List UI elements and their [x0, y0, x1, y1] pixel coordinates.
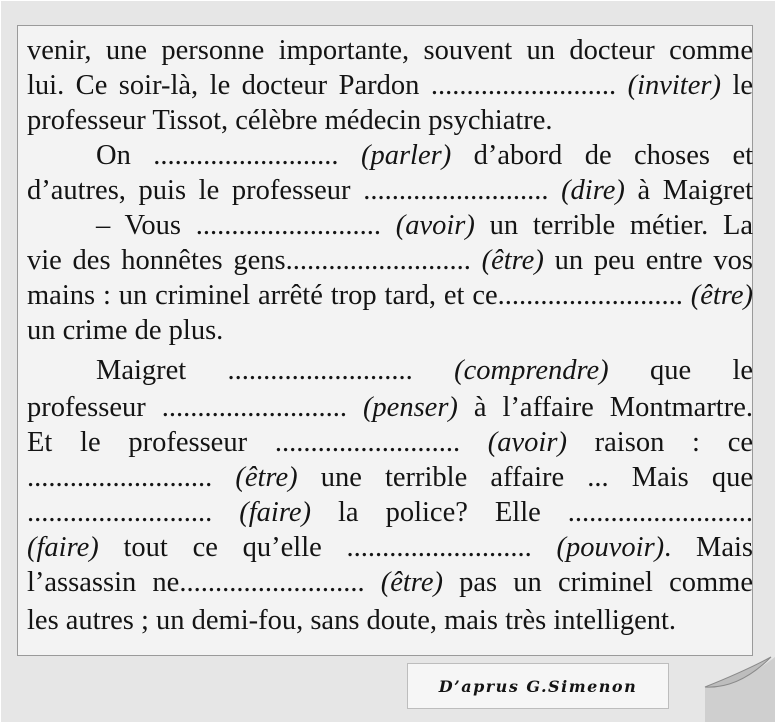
verb-hint: (être): [690, 280, 753, 311]
text-fragment: d’abord de choses et: [473, 140, 754, 171]
verb-hint: (comprendre): [454, 355, 609, 386]
verb-hint: (avoir): [395, 210, 475, 241]
text-fragment: un peu entre vos: [554, 245, 754, 276]
answer-blank[interactable]: ..........................: [567, 497, 754, 528]
source-label: D’aprus G.Simenon: [438, 676, 638, 696]
text-fragment: . Mais: [664, 532, 754, 563]
text-fragment: raison : ce: [594, 427, 754, 458]
answer-blank[interactable]: ..........................: [161, 392, 347, 423]
verb-hint: (faire): [239, 497, 312, 528]
answer-blank[interactable]: ..........................: [430, 70, 617, 101]
answer-blank[interactable]: ..........................: [274, 427, 461, 458]
verb-hint: (pouvoir): [556, 532, 665, 563]
answer-blank[interactable]: ..........................: [179, 567, 365, 598]
verb-hint: (penser): [362, 392, 458, 423]
text-fragment: Et le professeur: [27, 427, 248, 458]
answer-blank[interactable]: ..........................: [153, 140, 339, 171]
verb-hint: (être): [380, 567, 443, 598]
text-fragment: que le: [650, 355, 754, 386]
answer-blank[interactable]: ..........................: [363, 175, 549, 206]
text-fragment: d’autres, puis le professeur: [27, 175, 351, 206]
text-fragment: venir, une personne importante, souvent un docteur comme: [27, 35, 753, 66]
answer-blank[interactable]: ..........................: [195, 210, 381, 241]
text-fragment: professeur Tissot, célèbre médecin psychiatre.: [27, 105, 553, 136]
text-fragment: – Vous: [96, 210, 181, 241]
verb-hint: (faire): [27, 532, 99, 563]
text-fragment: pas un criminel comme: [459, 567, 753, 598]
text-fragment: un terrible métier. La: [489, 210, 754, 241]
answer-blank[interactable]: ..........................: [346, 532, 532, 563]
answer-blank[interactable]: ..........................: [497, 280, 683, 311]
verb-hint: (être): [235, 462, 298, 493]
text-fragment: l’assassin ne: [27, 567, 180, 598]
text-fragment: les autres ; un demi-fou, sans doute, mais très intelligent.: [27, 605, 677, 636]
text-fragment: à Maigret: [637, 175, 754, 206]
verb-hint: (parler): [360, 140, 452, 171]
page-curl-icon: [1, 1, 775, 722]
answer-blank[interactable]: ..........................: [285, 245, 471, 276]
text-fragment: une terrible affaire ... Mais que: [320, 462, 754, 493]
text-fragment: tout ce qu’elle: [123, 532, 322, 563]
text-fragment: lui. Ce soir-là, le docteur Pardon: [27, 70, 420, 101]
text-fragment: un crime de plus.: [27, 315, 224, 346]
verb-hint: (inviter): [627, 70, 721, 101]
exercise-card: [1, 1, 775, 722]
text-fragment: le: [732, 70, 754, 101]
text-fragment: On: [96, 140, 131, 171]
text-fragment: professeur: [27, 392, 146, 423]
answer-blank[interactable]: ..........................: [227, 355, 413, 386]
text-fragment: vie des honnêtes gens: [27, 245, 286, 276]
text-fragment: à l’affaire Montmartre.: [473, 392, 753, 423]
answer-blank[interactable]: ..........................: [27, 497, 213, 528]
text-fragment: Maigret: [96, 355, 187, 386]
verb-hint: (être): [481, 245, 544, 276]
verb-hint: (avoir): [487, 427, 567, 458]
answer-blank[interactable]: ..........................: [27, 462, 213, 493]
text-fragment: la police? Elle: [338, 497, 541, 528]
verb-hint: (dire): [561, 175, 625, 206]
text-fragment: mains : un criminel arrêté trop tard, et ce: [27, 280, 498, 311]
